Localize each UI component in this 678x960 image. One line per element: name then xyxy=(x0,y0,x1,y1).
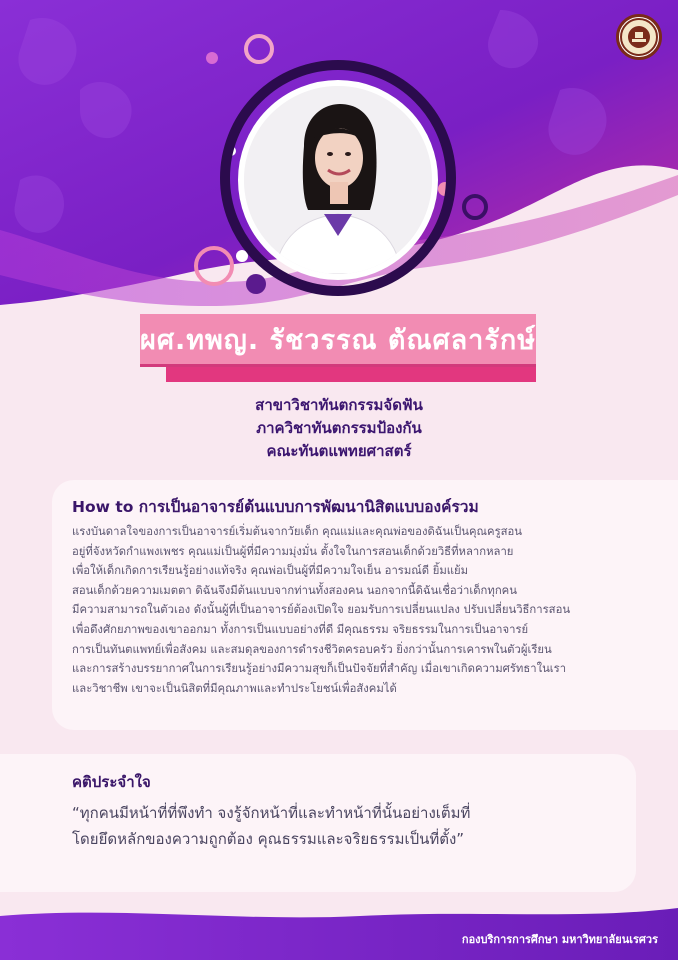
footer-band xyxy=(0,886,678,960)
article-line: เพื่อให้เด็กเกิดการเรียนรู้อย่างแท้จริง คุณพ่อเป็นผู้ที่มีความใจเย็น อารมณ์ดี ยิ้มแย้ม xyxy=(72,564,469,578)
article-line: เพื่อดึงศักยภาพของเขาออกมา ทั้งการเป็นแบบอย่างที่ดี มีคุณธรรม จริยธรรมในการเป็นอาจารย์ xyxy=(72,622,529,636)
article-body xyxy=(72,522,632,698)
deco-ring-left xyxy=(194,246,234,286)
article-line: การเป็นทันตแพทย์เพื่อสังคม และสมดุลของการดำรงชีวิตครอบครัว ยิ่งกว่านั้นการเคารพในตัวผู้เรียน xyxy=(72,642,552,656)
portrait-photo xyxy=(238,80,438,280)
motto-line: “ทุกคนมีหน้าที่ที่พึงทำ จงรู้จักหน้าที่และทำหน้าที่นั้นอย่างเต็มที่ xyxy=(72,804,471,822)
deco-dot-top xyxy=(206,52,218,64)
article-line: และวิชาชีพ เขาจะเป็นนิสิตที่มีคุณภาพและทำประโยชน์เพื่อสังคมได้ xyxy=(72,681,397,695)
university-seal-icon xyxy=(616,14,662,60)
article-line: แรงบันดาลใจของการเป็นอาจารย์เริ่มต้นจากวัยเด็ก คุณแม่และคุณพ่อของดิฉันเป็นคุณครูสอน xyxy=(72,525,523,538)
footer-text: กองบริการการศึกษา มหาวิทยาลัยนเรศวร xyxy=(461,933,658,946)
name-banner xyxy=(140,314,536,382)
motto-quote xyxy=(72,800,470,852)
deco-dot-left-2 xyxy=(246,274,266,294)
deco-ring-right xyxy=(462,194,488,220)
article-line: และการสร้างบรรยากาศในการเรียนรู้อย่างมีความสุขก็เป็นปัจจัยที่สำคัญ เมื่อเขาเกิดความศรัทธาในเรา xyxy=(72,662,567,676)
motto-line: โดยยึดหลักของความถูกต้อง คุณธรรมและจริยธรรมเป็นที่ตั้ง” xyxy=(72,830,465,848)
article-line: สอนเด็กด้วยความเมตตา ดิฉันจึงมีต้นแบบจากท่านทั้งสองคน นอกจากนี้ดิฉันเชื่อว่าเด็กทุกคน xyxy=(72,583,517,597)
department-line-3: คณะทันตแพทยศาสตร์ xyxy=(266,442,412,460)
deco-ring-top xyxy=(244,34,274,64)
article-line: อยู่ที่จังหวัดกำแพงเพชร คุณแม่เป็นผู้ที่มีความมุ่งมั่น ตั้งใจในการสอนเด็กด้วยวิธีที่หลากหลาย xyxy=(72,544,514,558)
motto-title: คติประจำใจ xyxy=(72,773,151,791)
name-box xyxy=(140,314,536,364)
department-line-1: สาขาวิชาทันตกรรมจัดฟัน xyxy=(255,396,423,414)
profile-name: ผศ.ทพญ. รัชวรรณ ตัณศลารักษ์ xyxy=(140,324,536,356)
department-line-2: ภาควิชาทันตกรรมป้องกัน xyxy=(256,419,422,437)
article-title: How to การเป็นอาจารย์ต้นแบบการพัฒนานิสิตแบบองค์รวม xyxy=(72,498,479,516)
article-line: มีความสามารถในตัวเอง ดังนั้นผู้ที่เป็นอาจารย์ต้องเปิดใจ ยอมรับการเปลี่ยนแปลง ปรับเปลี่ยนวิธีการสอน xyxy=(72,603,571,617)
